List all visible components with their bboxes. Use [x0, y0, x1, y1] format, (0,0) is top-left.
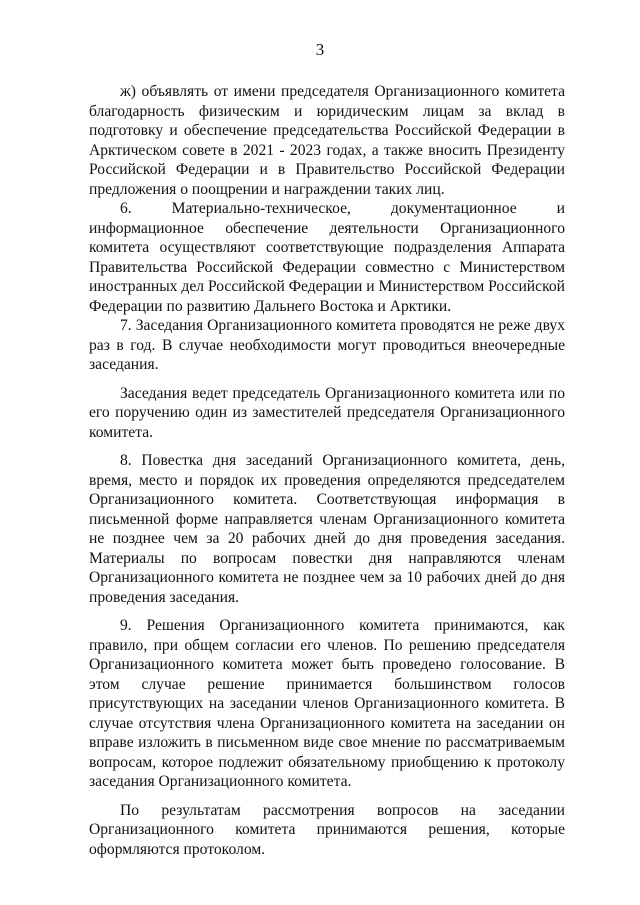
paragraph-zh: ж) объявлять от имени председателя Организационного комитета благодарность физическим и юридическим лицам за вклад в подготовку и обеспечение председательства Российской Федерации в Арктическом совете в 2021 - 2023 годах, а также вносить Президенту Российской Федерации и в Правительство Российской Федерации предложения о поощрении и награждении таких лиц.: [89, 83, 565, 198]
page-number: 3: [315, 40, 325, 59]
paragraph-9-continued: По результатам рассмотрения вопросов на заседании Организационного комитета принимаются решения, которые оформляются протоколом.: [89, 801, 565, 858]
paragraph-9: 9. Решения Организационного комитета принимаются, как правило, при общем согласии его членов. По решению председателя Организационного комитета может быть проведено голосование. В этом случае решение принимается большинством голосов присутствующих на заседании членов Организационного комитета. В случае отсутствия члена Организационного комитета на заседании он вправе изложить в письменном виде свое мнение по рассматриваемым вопросам, которое подлежит обязательному приобщению к протоколу заседания Организационного комитета.: [89, 617, 565, 790]
paragraph-7-continued: Заседания ведет председатель Организационного комитета или по его поручению один из заместителей председателя Организационного комитета.: [89, 384, 565, 441]
paragraph-7: 7. Заседания Организационного комитета проводятся не реже двух раз в год. В случае необходимости могут проводиться внеочередные заседания.: [89, 317, 565, 373]
paragraph-8: 8. Повестка дня заседаний Организационного комитета, день, время, место и порядок их проведения определяются председателем Организационного комитета. Соответствующая информация в письменной форме направляется членам Организационного комитета не позднее чем за 20 рабочих дней до дня проведения заседания. Материалы по вопросам повестки дня направляются членам Организационного комитета не позднее чем за 10 рабочих дней до дня проведения заседания.: [89, 452, 565, 606]
paragraph-6: 6. Материально-техническое, документационное и информационное обеспечение деятельности Организационного комитета осуществляют соответствующие подразделения Аппарата Правительства Российской Федерации совместно с Министерством иностранных дел Российской Федерации и Министерством Российской Федерации по развитию Дальнего Востока и Арктики.: [89, 200, 565, 315]
document-body: [89, 82, 565, 859]
